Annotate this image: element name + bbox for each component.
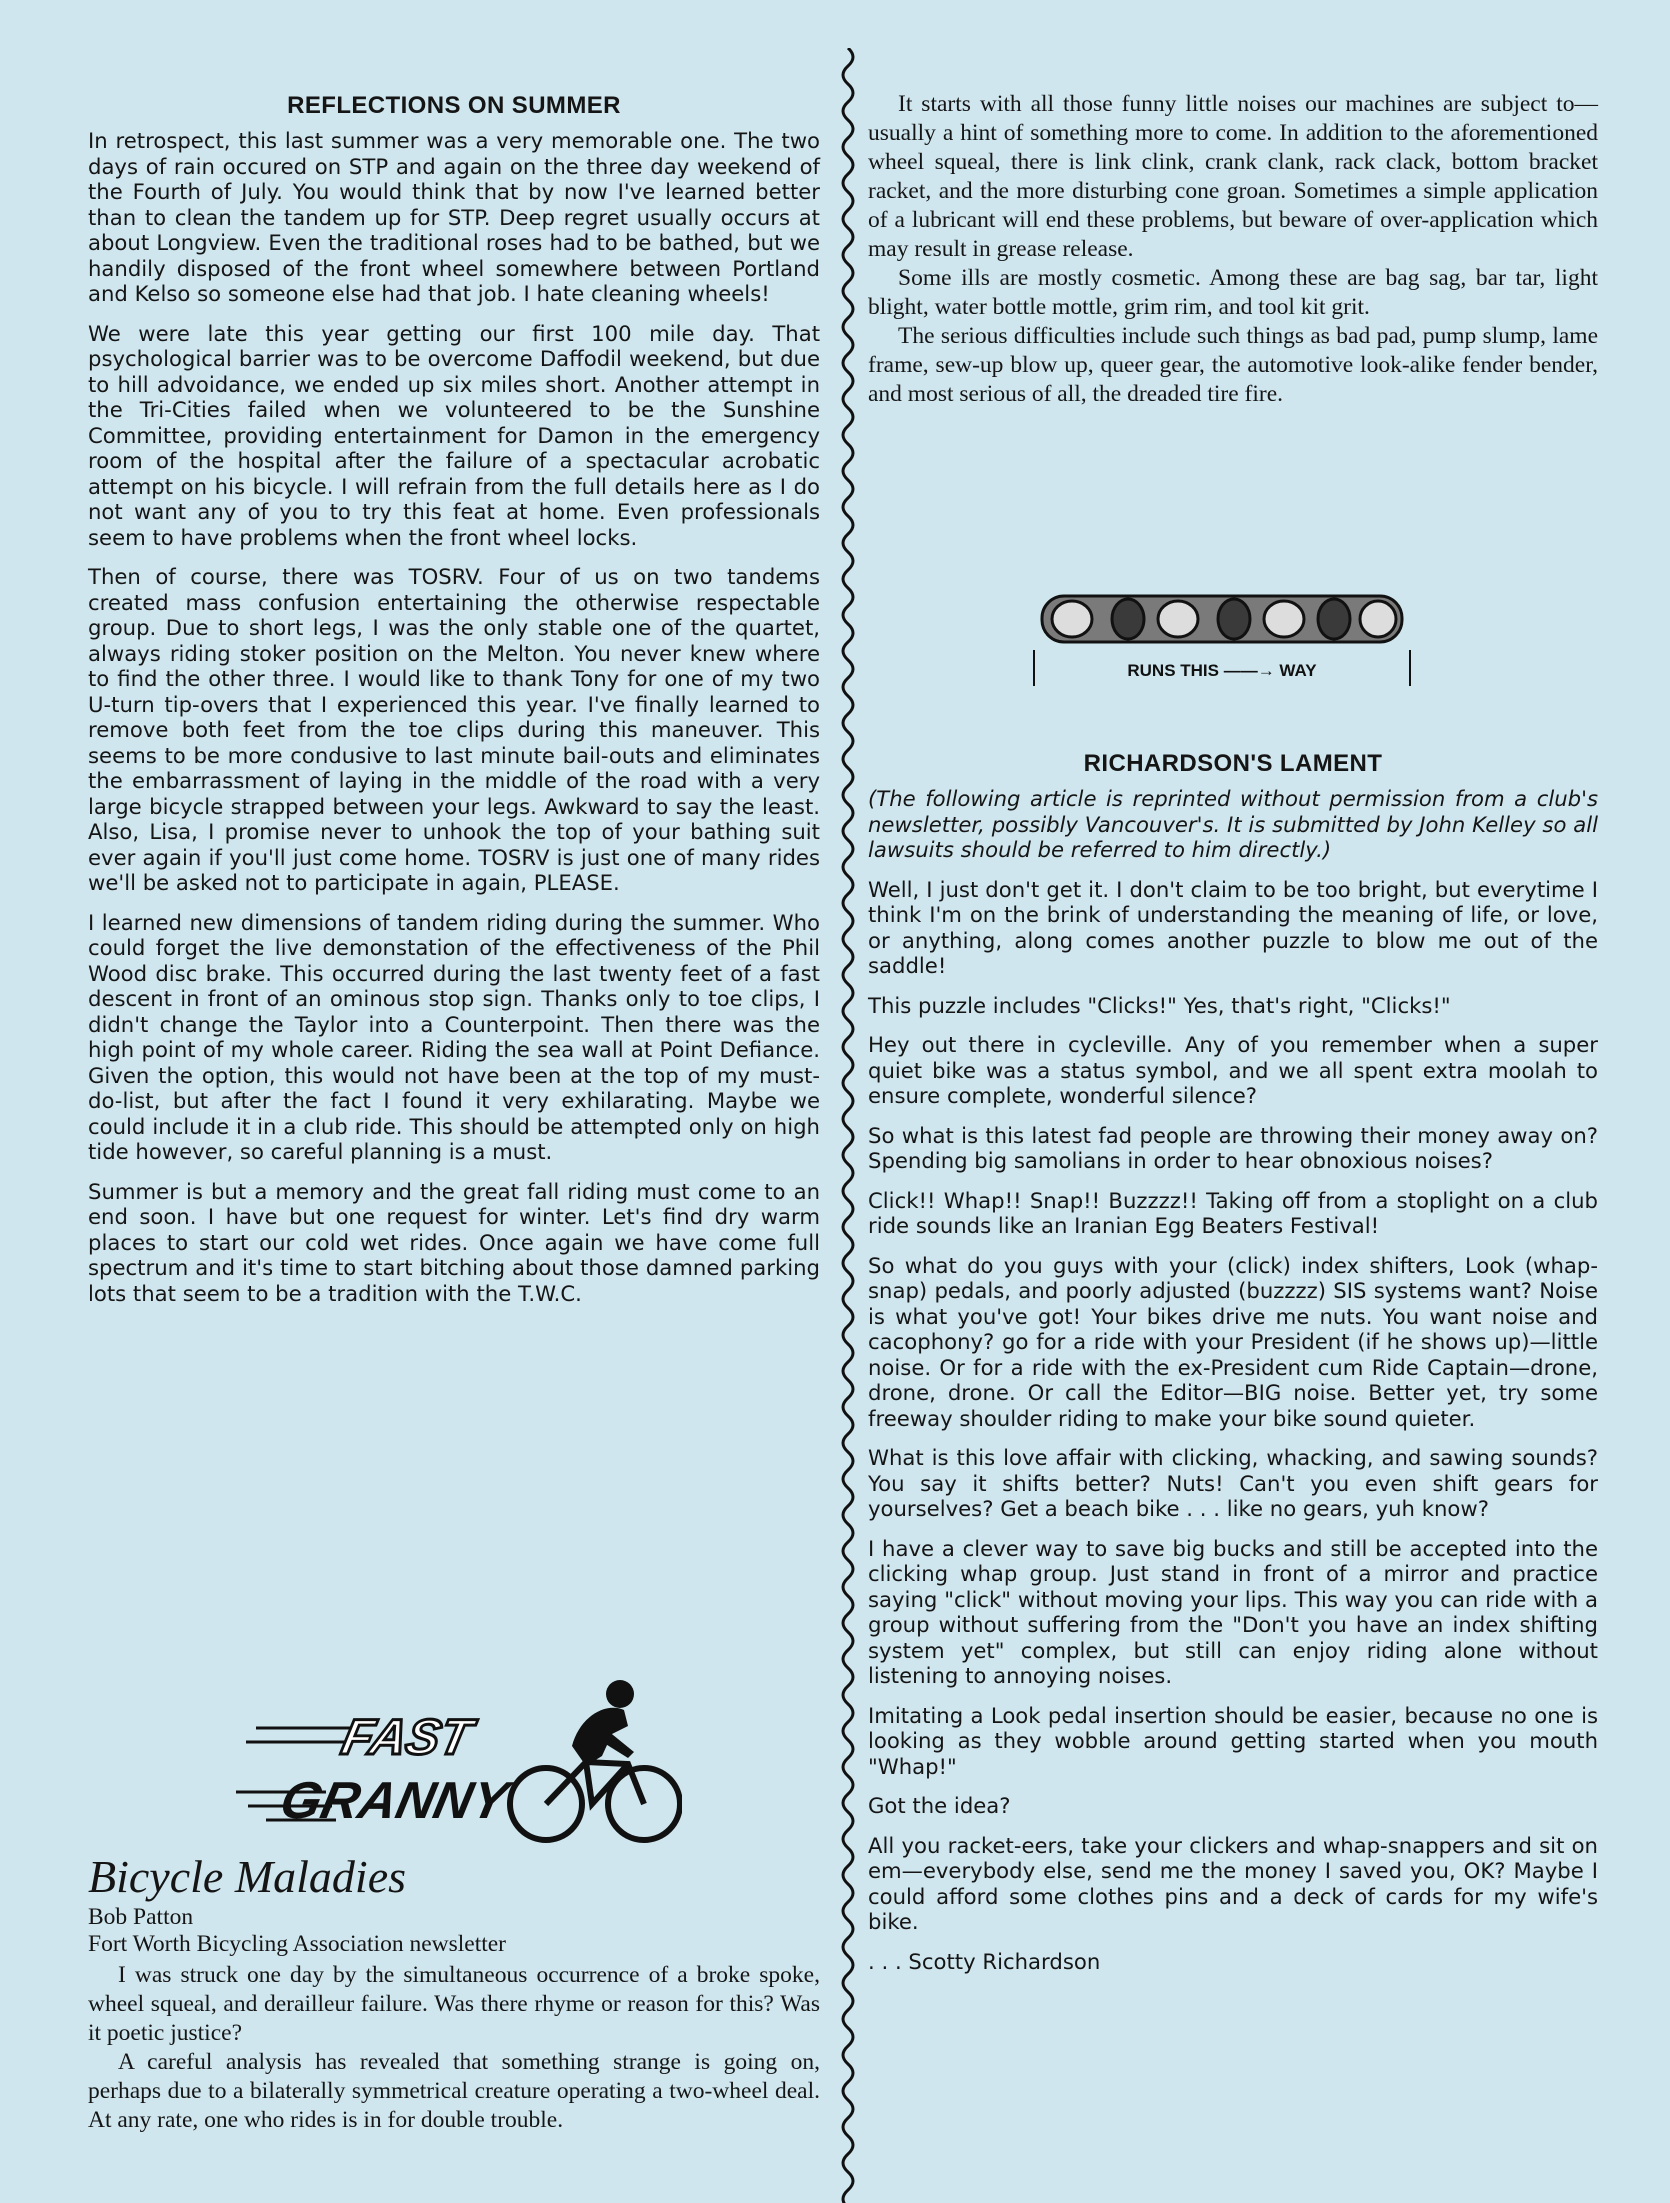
- lament-paragraph: All you racket-eers, take your clickers and whap-snappers and sit on em—everybody else, send me the money I saved you, OK? Maybe I could afford some clothes pins and a deck of cards for my wife's bike.: [868, 1832, 1598, 1934]
- granny-lettering: GRANNY: [275, 1771, 514, 1830]
- maladies-paragraph: The serious difficulties include such things as bad pad, pump slump, lame frame, sew-up blow up, queer gear, the automotive look-alike fender bender, and most serious of all, the dreaded tire fire.: [868, 323, 1598, 407]
- maladies-article: [88, 1850, 820, 2135]
- rider-silhouette: [572, 1680, 634, 1766]
- reflections-paragraph: Then of course, there was TOSRV. Four of us on two tandems created mass confusion entertaining the otherwise respectable group. Due to short legs, I was the only stable one of the quartet, always riding stoker position on the Melton. You never knew where to find the other three. I would like to thank Tony for one of my two U-turn tip-overs that I experienced this year. I've finally learned to remove both feet from the toe clips during this maneuver. This seems to be more condusive to last minute bail-outs and eliminates the embarrassment of laying in the middle of the road with a very large bicycle strapped between your legs. Awkward to say the least. Also, Lisa, I promise never to unhook the top of your bathing suit ever again if you'll just come home. TOSRV is just one of many rides we'll be asked not to participate in again, PLEASE.: [88, 564, 820, 895]
- maladies-paragraph: It starts with all those funny little noises our machines are subject to—usually a hint of something more to come. In addition to the aforementioned wheel squeal, there is link clink, crank clank, rack clack, bottom bracket racket, and the more disturbing cone groan. Sometimes a simple application of a lubricant will end these problems, but beware of over-application which may result in grease release.: [868, 91, 1598, 262]
- lament-signature: . . . Scotty Richardson: [868, 1948, 1101, 1974]
- maladies-paragraph: A careful analysis has revealed that something strange is going on, perhaps due to a bilaterally symmetrical creature operating a two-wheel deal. At any rate, one who rides is in for double trouble.: [88, 2049, 820, 2133]
- lament-paragraph: Click!! Whap!! Snap!! Buzzzz!! Taking off from a stoplight on a club ride sounds like an Iranian Egg Beaters Festival!: [868, 1187, 1598, 1238]
- lament-paragraph: Well, I just don't get it. I don't claim to be too bright, but everytime I think I'm on the brink of understanding the meaning of life, or love, or anything, along comes another puzzle to blow me out of the saddle!: [868, 876, 1598, 978]
- cyclist-icon: [510, 1762, 680, 1840]
- lament-intro: (The following article is reprinted without permission from a club's newsletter, possibly Vancouver's. It is submitted by John Kelley so all lawsuits should be referred to him directly.): [868, 786, 1598, 862]
- lament-paragraph: So what do you guys with your (click) index shifters, Look (whap-snap) pedals, and poorly adjusted (buzzzz) SIS systems want? Noise is what you've got! Your bikes drive me nuts. You want noise and cacophony? go for a ride with your President (if he shows up)—little noise. Or for a ride with the ex-President cum Ride Captain—drone, drone, drone. Or call the Editor—BIG noise. Better yet, try some freeway shoulder riding to make your bike sound quieter.: [868, 1252, 1598, 1431]
- fast-granny-logo: [236, 1676, 682, 1846]
- bicycle-chain-illustration: [1028, 584, 1416, 694]
- lament-paragraph: What is this love affair with clicking, whacking, and sawing sounds? You say it shifts better? Nuts! Can't you even shift gears for yourselves? Get a beach bike . . . like no gears, yuh know?: [868, 1445, 1598, 1521]
- maladies-paragraph: I was struck one day by the simultaneous occurrence of a broke spoke, wheel squeal, and derailleur failure. Was there rhyme or reason for this? Was it poetic justice?: [88, 1962, 820, 2046]
- fast-lettering: FAST: [337, 1708, 477, 1765]
- reflections-title: REFLECTIONS ON SUMMER: [287, 92, 621, 119]
- lament-paragraph: Hey out there in cycleville. Any of you remember when a super quiet bike was a status symbol, and we all spent extra moolah to ensure complete, wonderful silence?: [868, 1032, 1598, 1108]
- chain-caption: RUNS THIS ——→ WAY: [1127, 661, 1317, 680]
- maladies-paragraph: Some ills are mostly cosmetic. Among these are bag sag, bar tar, light blight, water bottle mottle, grim rim, and tool kit grit.: [868, 265, 1598, 320]
- maladies-title: Bicycle Maladies: [88, 1851, 407, 1902]
- lament-paragraph: Got the idea?: [868, 1793, 1011, 1818]
- reflections-body: [88, 128, 820, 1306]
- column-divider: [836, 48, 860, 2203]
- reflections-paragraph: I learned new dimensions of tandem riding during the summer. Who could forget the live demonstation of the effectiveness of the Phil Wood disc brake. This occurred during the last twenty feet of a fast descent in front of an ominous stop sign. Thanks only to toe clips, I didn't change the Taylor into a Counterpoint. Then there was the high point of my whole career. Riding the sea wall at Point Defiance. Given the option, this would not have been at the top of my must-do-list, but after the fact I found it very exhilarating. Maybe we could include it in a club ride. This should be attempted only on high tide however, so careful planning is a must.: [88, 909, 820, 1164]
- lament-paragraph: So what is this latest fad people are throwing their money away on? Spending big samolians in order to hear obnoxious noises?: [868, 1122, 1598, 1173]
- chain-link-icon: [1042, 596, 1402, 642]
- maladies-author: Bob Patton: [88, 1904, 194, 1930]
- reflections-paragraph: In retrospect, this last summer was a very memorable one. The two days of rain occured on STP and again on the three day weekend of the Fourth of July. You would think that by now I've learned better than to clean the tandem up for STP. Deep regret usually occurs at about Longview. Even the traditional roses had to be bathed, but we handily disposed of the front wheel somewhere between Portland and Kelso so someone else had that job. I hate cleaning wheels!: [88, 128, 820, 306]
- lament-article: [868, 750, 1598, 1988]
- maladies-continued: [868, 90, 1598, 409]
- lament-paragraph: This puzzle includes "Clicks!" Yes, that's right, "Clicks!": [868, 992, 1451, 1018]
- lament-title: RICHARDSON'S LAMENT: [1083, 750, 1383, 777]
- lament-paragraph: I have a clever way to save big bucks and still be accepted into the clicking whap group. Just stand in front of a mirror and practice saying "click" without moving your lips. This way you can ride with a group without suffering from the "Don't you have an index shifting system yet" complex, but still can enjoy riding alone without listening to annoying noises.: [868, 1535, 1598, 1688]
- lament-paragraph: Imitating a Look pedal insertion should be easier, because no one is looking as they wobble around getting started when you mouth "Whap!": [868, 1702, 1598, 1779]
- reflections-paragraph: We were late this year getting our first 100 mile day. That psychological barrier was to be overcome Daffodil weekend, but due to hill advoidance, we ended up six miles short. Another attempt in the Tri-Cities failed when we volunteered to be the Sunshine Committee, providing entertainment for Damon in the emergency room of the hospital after the failure of a spectacular acrobatic attempt on his bicycle. I will refrain from the full details here as I do not want any of you to try this feat at home. Even professionals seem to have problems when the front wheel locks.: [88, 320, 820, 550]
- left-column: [88, 92, 820, 1320]
- reflections-paragraph: Summer is but a memory and the great fall riding must come to an end soon. I have but one request for winter. Let's find dry warm places to start our cold wet rides. Once again we have come full spectrum and it's time to start bitching about those damned parking lots that seem to be a tradition with the T.W.C.: [88, 1178, 820, 1306]
- maladies-source: Fort Worth Bicycling Association newsletter: [88, 1931, 507, 1957]
